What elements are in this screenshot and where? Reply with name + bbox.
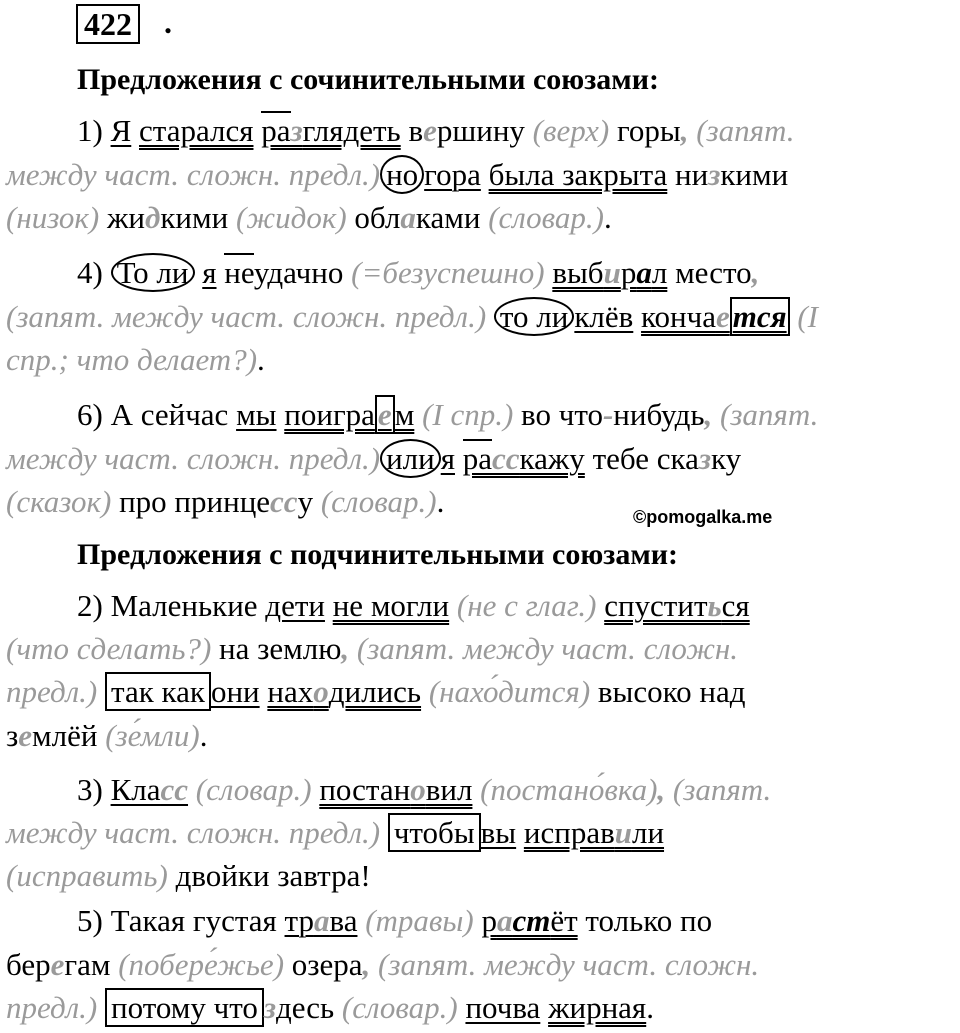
word-part: ршину: [436, 113, 533, 148]
word-part: бер: [6, 947, 51, 982]
note: (=безуспешно): [351, 255, 553, 290]
word-part: исправ: [523, 815, 615, 850]
conjunction-oval: или: [380, 439, 441, 478]
conjunction-box: потому что: [105, 988, 264, 1027]
sentence-2-line-4: [6, 716, 207, 756]
word-part: р: [481, 903, 497, 938]
subordinating-heading: Предложения с подчинительными союзами:: [77, 538, 679, 571]
predicate: [524, 815, 664, 850]
word-part: про принце: [111, 484, 271, 519]
highlight-letter: сс: [492, 441, 520, 476]
sentence-number: 1): [77, 113, 111, 148]
subject: дети: [265, 588, 325, 623]
note: (что сделать?): [6, 631, 212, 666]
highlight-letter: ь: [707, 588, 722, 623]
note: между част. сложн. предл.): [6, 815, 388, 850]
subject: я: [440, 441, 455, 476]
word: А сейчас: [110, 397, 237, 432]
predicate: [481, 903, 577, 938]
word: Такая густая: [110, 903, 285, 938]
note: предл.): [6, 674, 106, 709]
word-part: у: [297, 484, 321, 519]
predicate-word: [261, 111, 400, 148]
word-part: ся: [721, 588, 750, 623]
note: (травы): [357, 903, 482, 938]
note: (запят.: [665, 772, 772, 807]
highlight-letter: е: [715, 299, 730, 334]
sentence-1-line-3: [6, 198, 612, 238]
word-part: гам: [64, 947, 119, 982]
highlight-letter: о: [313, 674, 329, 709]
highlight-letter: з: [698, 441, 711, 476]
sentence-number: 3): [77, 772, 111, 807]
comma-mark: ,: [341, 631, 350, 666]
note: (сказок): [6, 484, 112, 519]
word-part: ли: [631, 815, 665, 850]
predicate: [267, 674, 421, 709]
word-part: конча: [641, 299, 716, 334]
word-part: дились: [328, 674, 422, 709]
conjunction-box: так как: [105, 672, 211, 711]
word-part: м: [394, 397, 415, 432]
note: предл.): [6, 990, 106, 1025]
word: высоко над: [590, 674, 746, 709]
sentence-number: 6): [77, 397, 111, 432]
conjunction-oval: но: [380, 155, 424, 194]
hyphen-mark: -: [602, 397, 614, 432]
sentence-6-line-3: [6, 482, 444, 522]
word-part: з: [6, 718, 19, 753]
word-part: л: [651, 255, 668, 290]
predicate: [641, 297, 790, 336]
sentence-6-line-1: [77, 395, 818, 435]
note: (словар.): [188, 772, 320, 807]
subject: вы: [480, 815, 517, 850]
word-part: ни: [667, 157, 709, 192]
note: (постано́вка): [472, 772, 658, 807]
predicate: [463, 439, 585, 476]
highlight-letter: а: [313, 903, 330, 938]
note: (не с глаг.): [449, 588, 605, 623]
conjunction-oval: то ли: [494, 297, 574, 336]
word-part: жи: [99, 200, 145, 235]
subject: мы: [236, 397, 277, 432]
sentence-2-line-2: [6, 629, 738, 669]
predicate: не могли: [332, 588, 450, 623]
highlight-letter: а: [496, 903, 513, 938]
word-part: тебе ска: [584, 441, 699, 476]
adverb: [224, 253, 351, 290]
note: спр.; что делает?): [6, 342, 258, 377]
note: (словар.): [488, 200, 604, 235]
word-part: кажу: [519, 441, 585, 476]
subject: я: [202, 255, 217, 290]
note: (жидок): [235, 200, 347, 235]
subject: [111, 772, 188, 807]
sentence-4-line-1: [77, 253, 759, 293]
sentence-number: 2): [77, 588, 111, 623]
word-part: выб: [552, 255, 604, 290]
word-part: вил: [425, 772, 473, 807]
word: во что: [521, 397, 603, 432]
note: (словар.): [341, 990, 466, 1025]
predicate: старался: [139, 113, 254, 148]
highlight-letter: з: [708, 157, 721, 192]
root-letters: ст: [512, 903, 551, 938]
note: между част. сложн. предл.): [6, 441, 381, 476]
period: .: [199, 718, 208, 753]
word-part: млёй: [32, 718, 106, 753]
subject: они: [210, 674, 260, 709]
sentence-3-line-3: [6, 856, 371, 896]
highlight-letter: д: [144, 200, 161, 235]
subject: почва: [465, 990, 541, 1025]
conjunction-box: чтобы: [388, 813, 481, 852]
word-part: тр: [284, 903, 314, 938]
word: только по: [577, 903, 713, 938]
word-part: спустит: [604, 588, 708, 623]
sentence-3-line-2: [6, 813, 664, 853]
word-part: р: [620, 255, 637, 290]
sentence-number: 4): [77, 255, 111, 290]
subject: Я: [110, 113, 132, 148]
note: (запят. между част. сложн.: [349, 631, 739, 666]
word: горы: [609, 113, 681, 148]
sentence-1-line-2: [6, 155, 788, 195]
subject: гора: [424, 157, 481, 192]
watermark: ©pomogalka.me: [633, 507, 773, 527]
word: Маленькие: [110, 588, 266, 623]
exercise-number: 422: [84, 6, 132, 42]
comma-mark: ,: [680, 113, 689, 148]
predicate: [552, 255, 667, 290]
predicate: [284, 395, 414, 434]
word-part: глядеть: [302, 113, 401, 148]
word-part: Кла: [110, 772, 161, 807]
word: двойки завтра!: [167, 858, 371, 893]
sentence-5-line-3: [6, 988, 654, 1028]
word-part: постан: [319, 772, 411, 807]
comma-mark: ,: [751, 255, 760, 290]
highlight-letter: е: [50, 947, 65, 982]
highlight-letter: и: [603, 255, 621, 290]
word: место: [667, 255, 752, 290]
comma-mark: ,: [704, 397, 713, 432]
note: (нахо́дится): [421, 674, 591, 709]
note: (запят.: [712, 397, 819, 432]
period: .: [436, 484, 445, 519]
exercise-number-dot: .: [164, 4, 172, 40]
note: (исправить): [6, 858, 168, 893]
word-part: ва: [329, 903, 358, 938]
predicate: [604, 588, 750, 623]
sentence-number: 5): [77, 903, 111, 938]
exercise-number-box: [76, 4, 140, 44]
comma-mark: ,: [362, 947, 371, 982]
word: нибудь: [613, 397, 705, 432]
highlight-letter: сс: [160, 772, 189, 807]
highlight-letter: з: [263, 990, 276, 1025]
note: (запят.: [688, 113, 795, 148]
word-part: десь: [275, 990, 342, 1025]
word-part: кими: [160, 200, 236, 235]
sentence-6-line-2: [6, 439, 741, 479]
suffix-letter: а: [636, 255, 652, 290]
word-part: ёт: [550, 903, 578, 938]
note: между част. сложн. предл.): [6, 157, 381, 192]
word-part: нах: [267, 674, 314, 709]
note: (низок): [6, 200, 100, 235]
highlight-letter: сс: [270, 484, 298, 519]
comma-mark: ,: [657, 772, 666, 807]
word-part: удачно: [253, 255, 352, 290]
highlight-letter: и: [614, 815, 632, 850]
highlight-letter: з: [290, 113, 303, 148]
highlight-letter: е: [423, 113, 437, 148]
word-part: поигра: [284, 397, 375, 432]
sentence-4-line-2: [6, 297, 818, 337]
highlight-letter: е: [18, 718, 33, 753]
note: (I: [789, 299, 818, 334]
word-part: в: [408, 113, 424, 148]
note: (словар.): [320, 484, 437, 519]
period: .: [646, 990, 654, 1025]
prefix-mark: ра: [261, 113, 291, 148]
highlight-letter: о: [410, 772, 426, 807]
sentence-5-line-1: [77, 901, 712, 941]
note: (запят. между част. сложн. предл.): [6, 299, 494, 334]
note: (верх): [532, 113, 610, 148]
word-part: обл: [346, 200, 401, 235]
predicate: [319, 772, 472, 807]
subject: [285, 903, 358, 938]
word: на землю: [211, 631, 342, 666]
sentence-1-line-1: [77, 111, 795, 151]
note: (побере́жье): [118, 947, 285, 982]
prefix-mark: не: [224, 255, 254, 290]
sentence-3-line-1: [77, 770, 771, 810]
period: .: [604, 200, 612, 235]
predicate: была закрыта: [488, 157, 668, 192]
sentence-4-line-3: [6, 340, 265, 380]
sentence-5-line-2: [6, 945, 759, 985]
note: (зе́мли): [105, 718, 200, 753]
highlight-letter: а: [400, 200, 416, 235]
word: озера: [284, 947, 363, 982]
subject: клёв: [574, 299, 634, 334]
note: (I спр.): [414, 397, 522, 432]
note: (запят. между част. сложн.: [370, 947, 760, 982]
sentence-2-line-1: [77, 586, 750, 626]
prefix-mark: ра: [462, 441, 492, 476]
word-part: ку: [710, 441, 742, 476]
ending-box: тся: [730, 297, 790, 336]
coordinating-heading: Предложения с сочинительными союзами:: [77, 63, 659, 96]
word-part: кими: [720, 157, 789, 192]
predicate: жирная: [548, 990, 647, 1025]
period: .: [257, 342, 265, 377]
conjunction-oval: То ли: [111, 253, 195, 292]
ending-box: е: [375, 395, 395, 434]
word-part: ками: [415, 200, 489, 235]
sentence-2-line-3: [6, 672, 746, 712]
